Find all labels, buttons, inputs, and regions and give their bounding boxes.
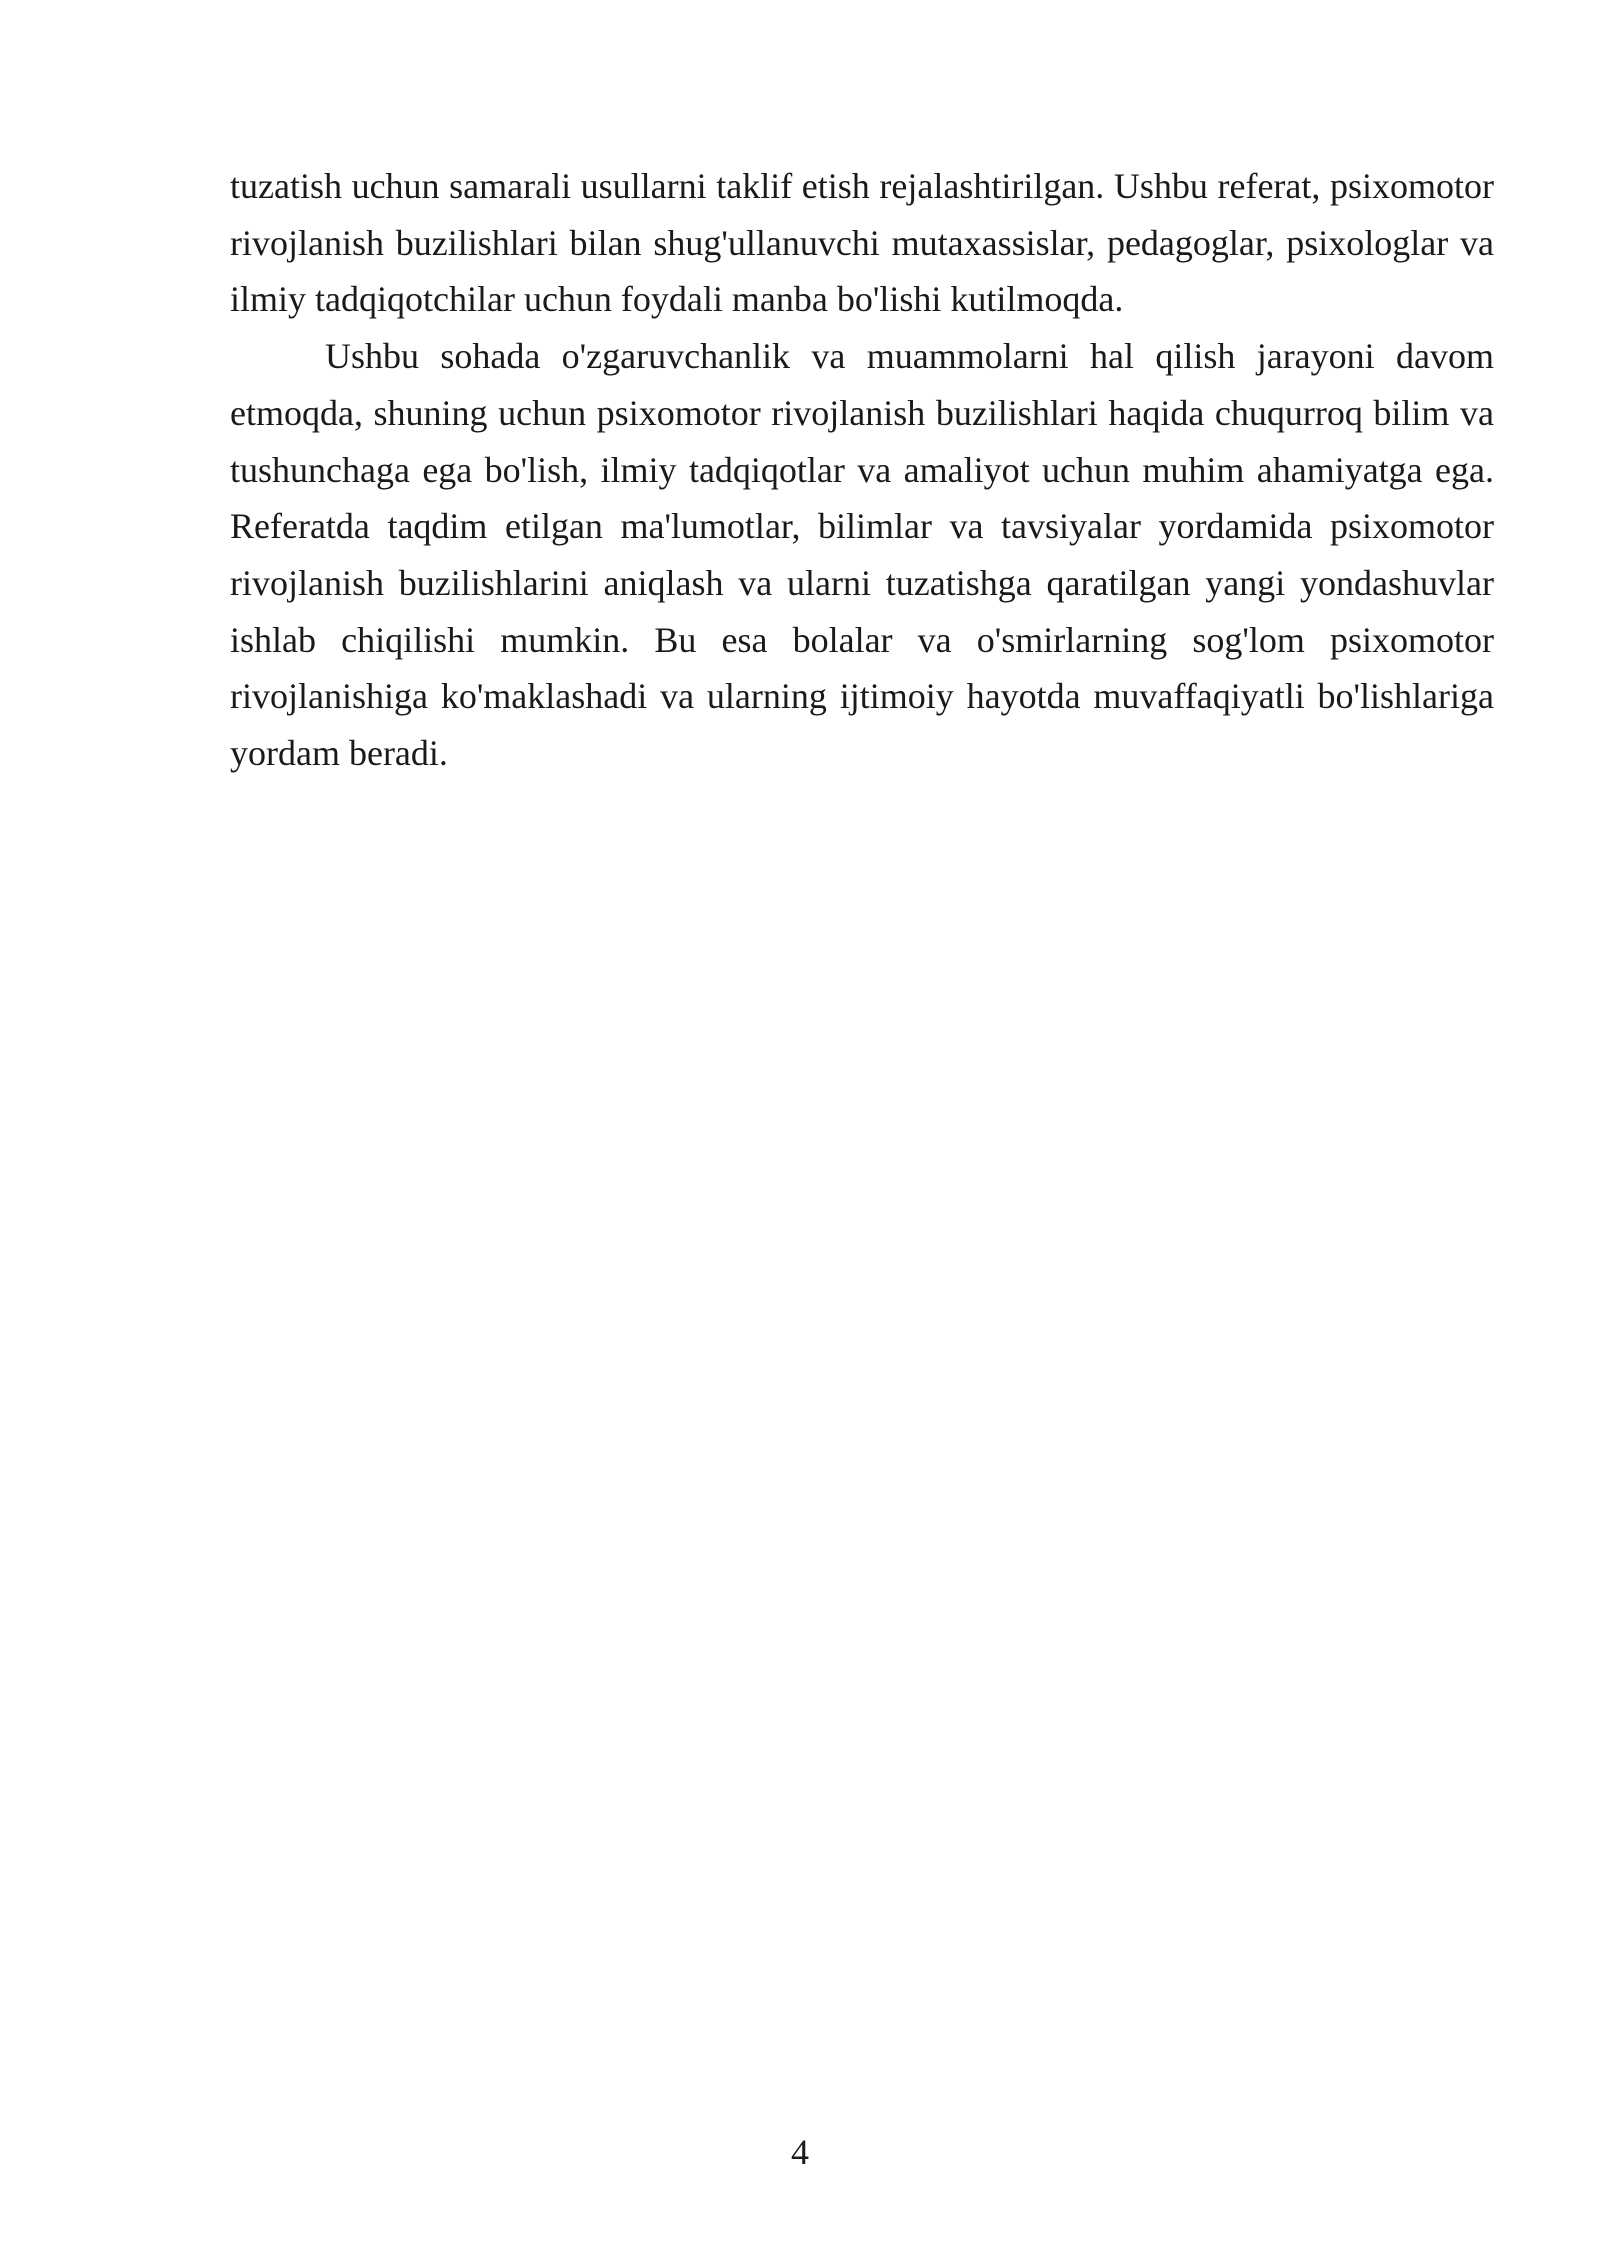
paragraph-continuation: tuzatish uchun samarali usullarni taklif etish rejalashtirilgan. Ushbu referat, psixomotor rivojlanish buzilishlari bilan shug'ullanuvchi mutaxassislar, pedagoglar, psixologlar va ilmiy tadqiqotchilar uchun foydali manba bo'lishi kutilmoqda. [230,166,1494,320]
paragraph: Ushbu sohada o'zgaruvchanlik va muammolarni hal qilish jarayoni davom etmoqda, shuning uchun psixomotor rivojlanish buzilishlari haqida chuqurroq bilim va tushunchaga ega bo'lish, ilmiy tadqiqotlar va amaliyot uchun muhim ahamiyatga ega. Referatda taqdim etilgan ma'lumotlar, bilimlar va tavsiyalar yordamida psixomotor rivojlanish buzilishlarini aniqlash va ularni tuzatishga qaratilgan yangi yondashuvlar ishlab chiqilishi mumkin. Bu esa bolalar va o'smirlarning sog'lom psixomotor rivojlanishiga ko'maklashadi va ularning ijtimoiy hayotda muvaffaqiyatli bo'lishlariga yordam beradi. [230,336,1494,774]
page-number: 4 [791,2132,809,2172]
body-text [230,158,1494,782]
